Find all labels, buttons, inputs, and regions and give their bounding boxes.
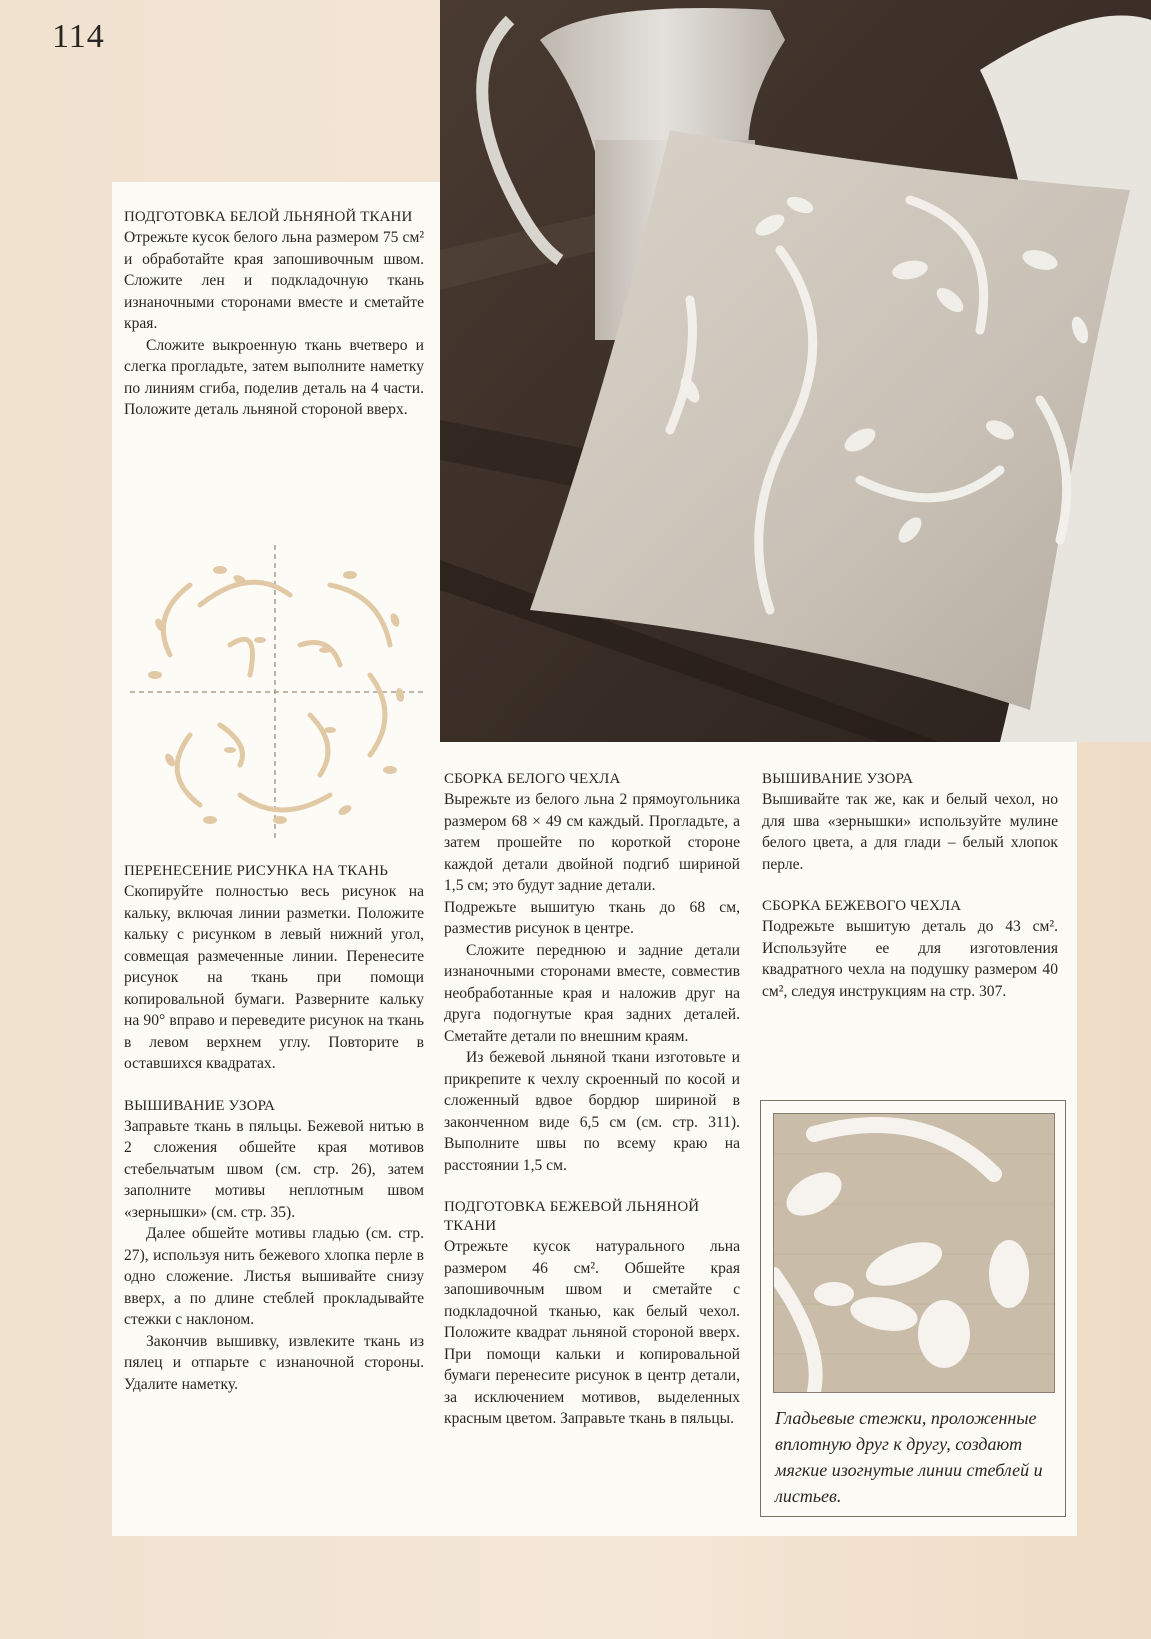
paragraph: Скопируйте полностью весь рисунок на кальку, включая линии разметки. Положите кальку с рисунком в левый нижний угол, совмещая размеченные линии. Перенесите рисунок на ткань при помощи копировальной бумаги. Разверните кальку на 90° вправо и переведите рисунок на ткань в левом верхнем углу. Повторите в оставшихся квадратах. <box>124 883 424 1072</box>
closeup-photo <box>773 1113 1055 1393</box>
paragraph: Из бежевой льняной ткани изготовьте и прикрепите к чехлу скроенный по косой и сложенный вдвое бордюр шириной в законченном виде 6,5 см (см. стр. 311). Выполните швы по всему краю на расстоянии 1,5 см. <box>444 1049 740 1174</box>
embroidery-pattern <box>130 545 425 840</box>
cushion-photo-image <box>440 0 1151 742</box>
section-title-assemble-beige-cover: СБОРКА БЕЖЕВОГО ЧЕХЛА <box>762 898 962 914</box>
section-title-prepare-white-linen: ПОДГОТОВКА БЕЛОЙ ЛЬНЯНОЙ ТКАНИ <box>124 209 413 225</box>
paragraph: Далее обшейте мотивы гладью (см. стр. 27), используя нить бежевого хлопка перле в одно сложение. Листья вышивайте снизу вверх, а по длине стеблей прокладывайте стежки с наклоном. <box>124 1225 424 1328</box>
paragraph: Отрежьте кусок натурального льна размером 46 см². Обшейте края запошивочным швом и сметайте с подкладочной тканью, как белый чехол. Положите квадрат льняной стороной вверх. При помощи кальки и копировальной бумаги перенесите рисунок в центр детали, за исключением мотивов, выделенных красным цветом. Заправьте ткань в пяльцы. <box>444 1238 740 1427</box>
section-title-assemble-white-cover: СБОРКА БЕЛОГО ЧЕХЛА <box>444 771 621 787</box>
paragraph: Сложите выкроенную ткань вчетверо и слегка прогладьте, затем выполните наметку по линиям сгиба, поделив деталь на 4 части. Положите деталь льняной стороной вверх. <box>124 336 424 418</box>
paragraph: Сложите переднюю и задние детали изнаночными сторонами вместе, совместив необработанные края и наложив друг на друга подогнутые края задних деталей. Сметайте детали по внешним краям. <box>444 941 740 1045</box>
paragraph: Закончив вышивку, извлеките ткань из пялец и отпарьте с изнаночной стороны. Удалите наметку. <box>124 1332 424 1393</box>
paragraph: Подрежьте вышитую ткань до 68 см, разместив рисунок в центре. <box>444 898 740 937</box>
left-column <box>124 208 424 421</box>
closeup-photo-image <box>774 1114 1054 1392</box>
section-title-transfer-pattern: ПЕРЕНЕСЕНИЕ РИСУНКА НА ТКАНЬ <box>124 863 388 879</box>
caption-text: Гладьевые стежки, проложенные вплотную друг к другу, создают мягкие изогнутые линии стеблей и листьев. <box>775 1408 1043 1506</box>
caption-box <box>760 1100 1066 1517</box>
section-title-embroidery-right: ВЫШИВАНИЕ УЗОРА <box>762 771 914 787</box>
paragraph: Отрежьте кусок белого льна размером 75 см² и обработайте края запошивочным швом. Сложите лен и подкладочную ткань изнаночными сторонами вместе и сметайте края. <box>124 229 424 332</box>
section-title-prepare-beige-linen: ПОДГОТОВКА БЕЖЕВОЙ ЛЬНЯНОЙ ТКАНИ <box>444 1199 700 1234</box>
left-column-lower <box>124 862 424 1395</box>
paragraph: Вышивайте так же, как и белый чехол, но для шва «зернышки» используйте мулине белого цвета, а для глади – белый хлопок перле. <box>762 791 1058 873</box>
middle-column <box>444 770 740 1430</box>
paragraph: Вырежьте из белого льна 2 прямоугольника размером 68 × 49 см каждый. Прогладьте, а затем прошейте по короткой стороне каждой детали двойной подгиб шириной 1,5 см; это будут задние детали. <box>444 791 740 894</box>
paragraph: Подрежьте вышитую деталь до 43 см². Используйте ее для изготовления квадратного чехла на подушку размером 40 см², следуя инструкциям на стр. 307. <box>762 918 1058 1000</box>
page-number: 114 <box>52 18 105 55</box>
cushion-photo <box>440 0 1151 742</box>
paragraph: Заправьте ткань в пяльцы. Бежевой нитью в 2 сложения обшейте края мотивов стебельчатым швом (см. стр. 26), затем заполните мотивы неплотным швом «зернышки» (см. стр. 35). <box>124 1117 424 1221</box>
right-column <box>762 770 1058 1002</box>
section-title-embroidery: ВЫШИВАНИЕ УЗОРА <box>124 1097 276 1114</box>
